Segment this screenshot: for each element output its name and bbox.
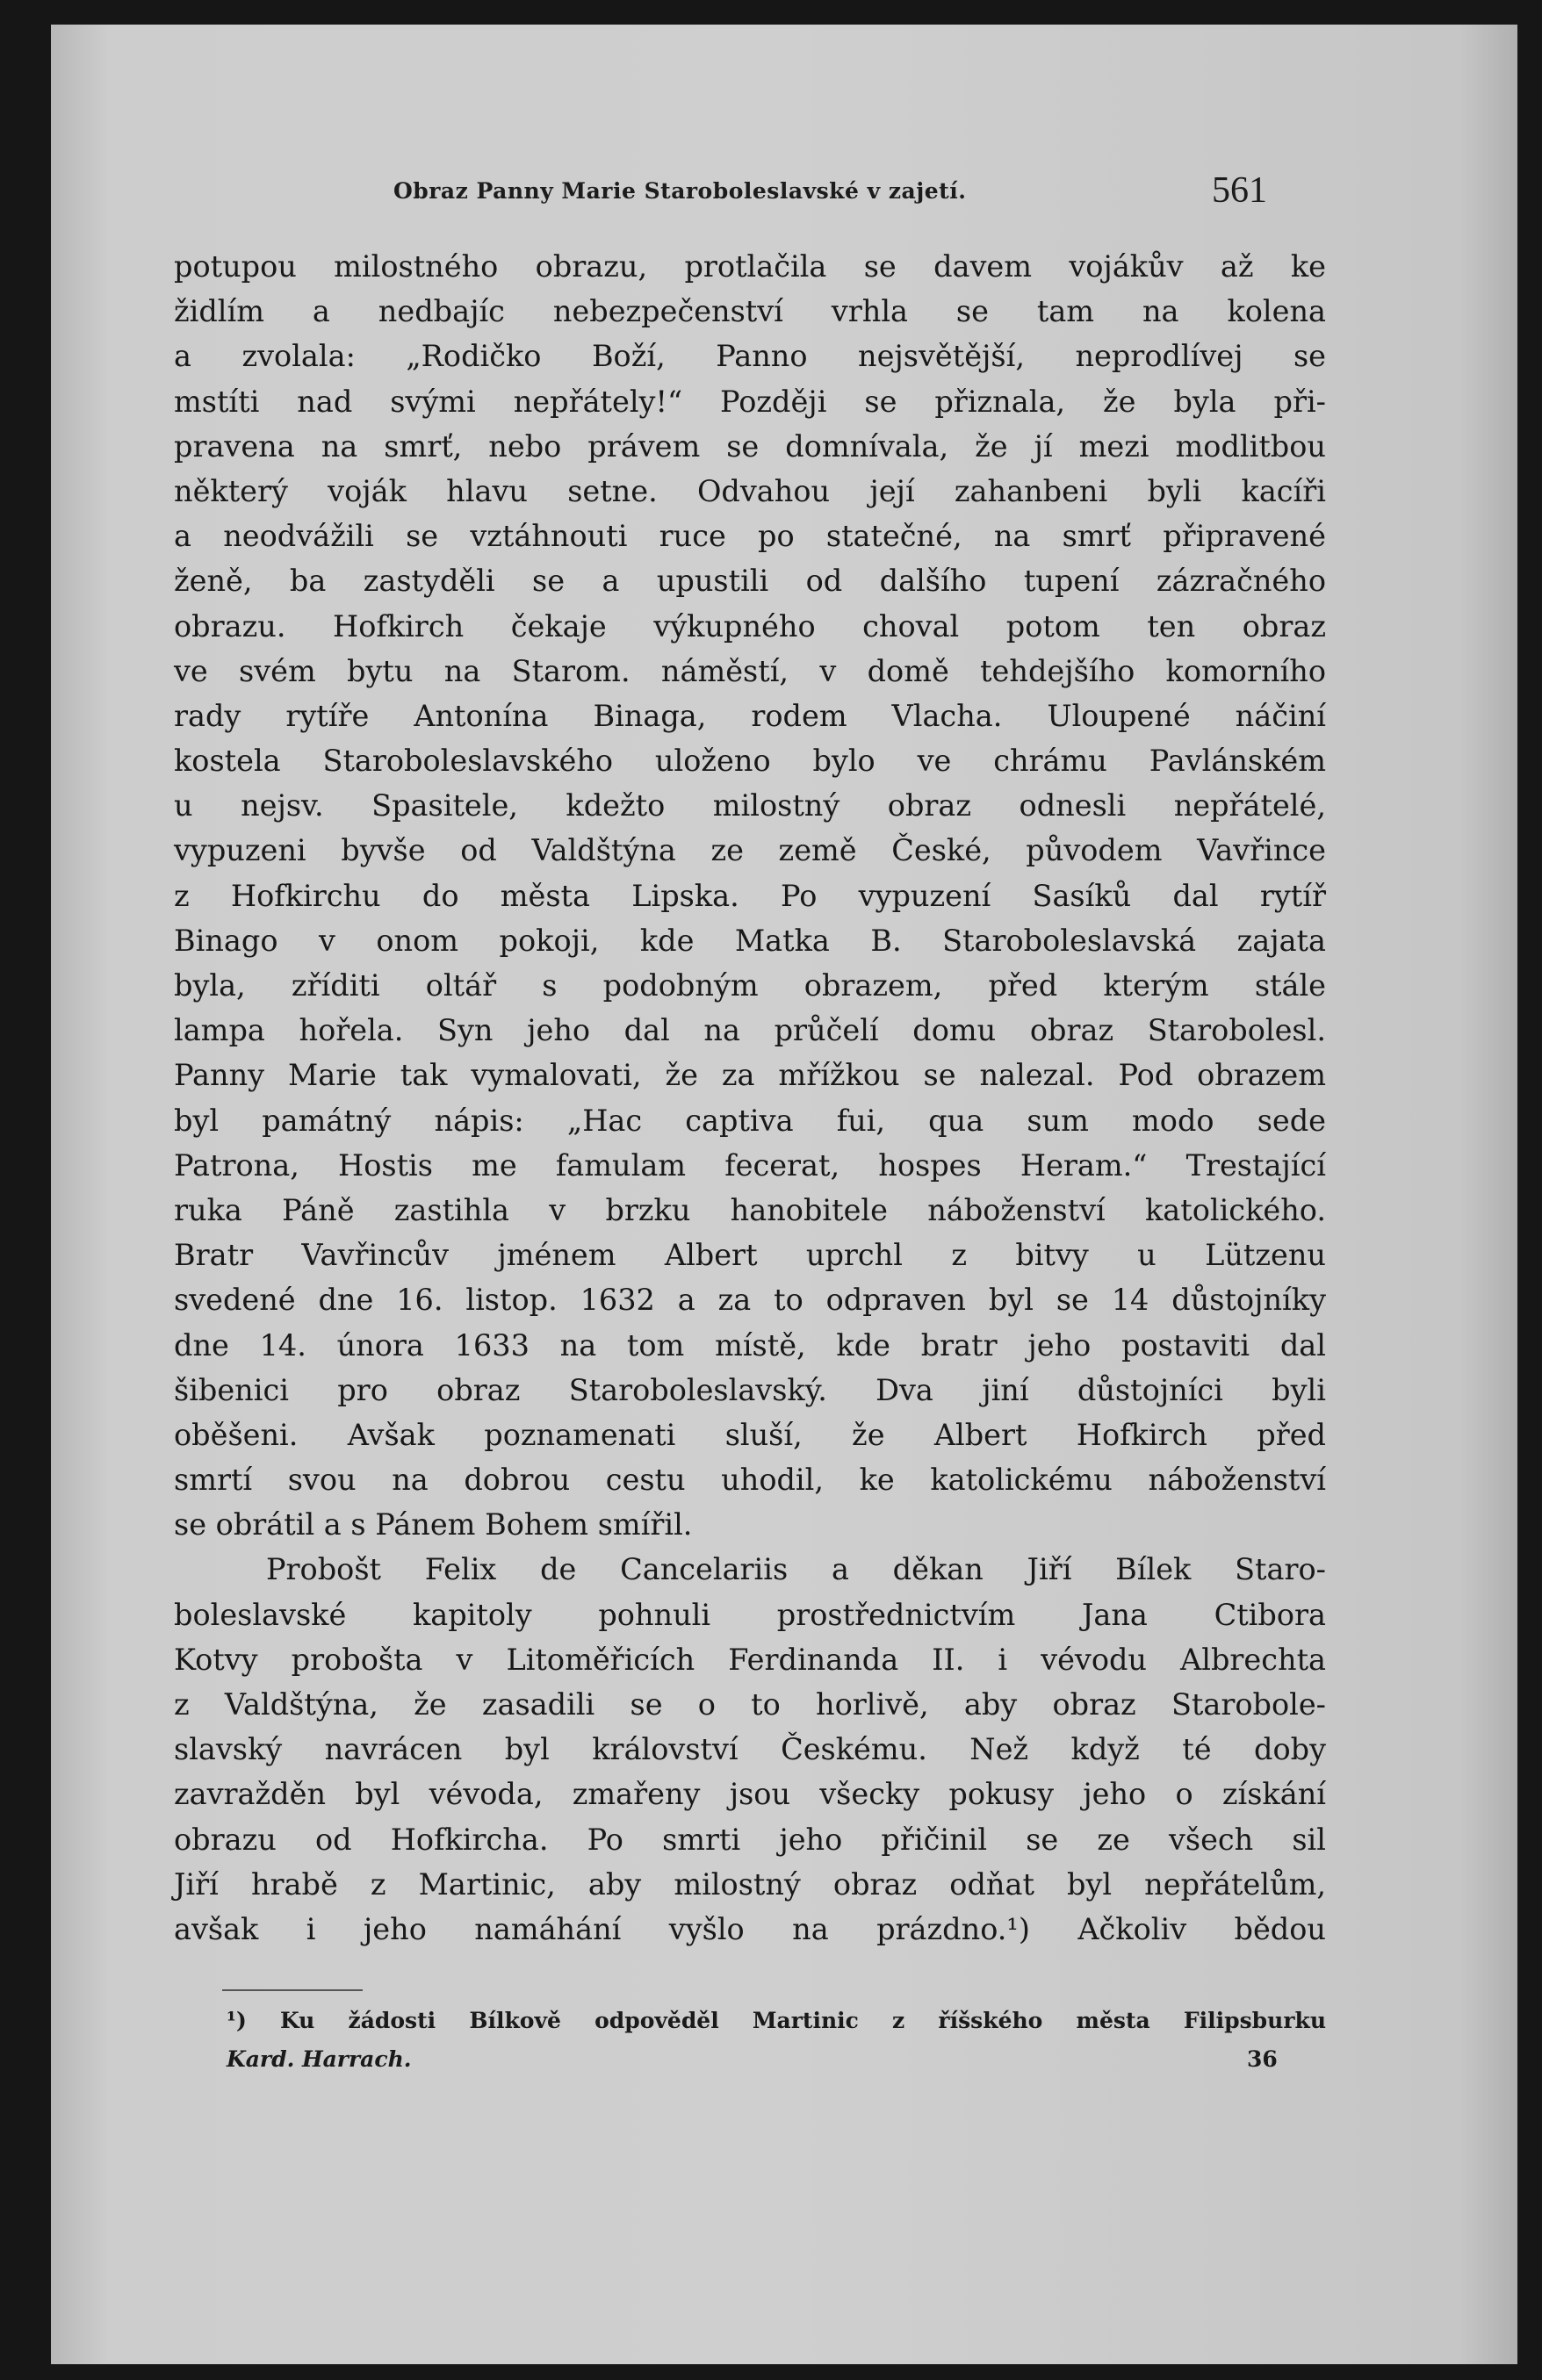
text-line: avšak i jeho namáhání vyšlo na prázdno.¹) Ačkoliv bědou bbox=[174, 1911, 1326, 1946]
text-line: oběšeni. Avšak poznamenati sluší, že Albert Hofkirch před bbox=[174, 1417, 1326, 1452]
footnote bbox=[174, 2002, 1326, 2079]
page-number: 561 bbox=[1212, 170, 1267, 211]
text-line: šibenici pro obraz Staroboleslavský. Dva jiní důstojníci byli bbox=[174, 1372, 1326, 1407]
paragraph-end-line: se obrátil a s Pánem Bohem smířil. bbox=[174, 1507, 693, 1542]
text-line: ve svém bytu na Starom. náměstí, v domě tehdejšího komorního bbox=[174, 653, 1326, 688]
text-line: a neodvážili se vztáhnouti ruce po statečné, na smrť připravené bbox=[174, 519, 1326, 554]
text-line: smrtí svou na dobrou cestu uhodil, ke katolickému náboženství bbox=[174, 1463, 1326, 1498]
footnote-divider bbox=[222, 1989, 363, 1991]
text-line: boleslavské kapitoly pohnuli prostřednictvím Jana Ctibora bbox=[174, 1597, 1326, 1632]
text-line: ruka Páně zastihla v brzku hanobitele náboženství katolického. bbox=[174, 1192, 1326, 1227]
text-line: ženě, ba zastyděli se a upustili od dalšího tupení zázračného bbox=[174, 564, 1326, 599]
text-line: obrazu od Hofkircha. Po smrti jeho přičinil se ze všech sil bbox=[174, 1822, 1326, 1857]
text-line: některý voják hlavu setne. Odvahou její zahanbeni byli kacíři bbox=[174, 473, 1326, 508]
text-line: Panny Marie tak vymalovati, že za mřížkou se nalezal. Pod obrazem bbox=[174, 1058, 1326, 1093]
text-line: Binago v onom pokoji, kde Matka B. Staroboleslavská zajata bbox=[174, 923, 1326, 958]
text-line: z Valdštýna, že zasadili se o to horlivě, aby obraz Starobole- bbox=[174, 1687, 1326, 1722]
text-line: obrazu. Hofkirch čekaje výkupného choval potom ten obraz bbox=[174, 608, 1326, 644]
text-line: vypuzeni byvše od Valdštýna ze země České, původem Vavřince bbox=[174, 833, 1326, 868]
text-line: pravena na smrť, nebo právem se domnívala, že jí mezi modlitbou bbox=[174, 428, 1326, 464]
text-line: rady rytíře Antonína Binaga, rodem Vlacha. Uloupené náčiní bbox=[174, 698, 1326, 733]
footnote-continuation bbox=[174, 2040, 1326, 2079]
paragraph-start-line: Probošt Felix de Cancelariis a děkan Jiří Bílek Staro- bbox=[266, 1552, 1326, 1587]
text-line: potupou milostného obrazu, protlačila se davem vojákův až ke bbox=[174, 249, 1326, 284]
text-line: kostela Staroboleslavského uloženo bylo ve chrámu Pavlánském bbox=[174, 744, 1326, 779]
text-line: mstíti nad svými nepřátely!“ Později se přiznala, že byla při- bbox=[174, 384, 1326, 419]
footnote-author: Kard. Harrach. bbox=[227, 2046, 412, 2072]
running-title: Obraz Panny Marie Staroboleslavské v zajetí. bbox=[393, 178, 967, 204]
text-line: svedené dne 16. listop. 1632 a za to odpraven byl se 14 důstojníky bbox=[174, 1283, 1326, 1318]
text-line: slavský navrácen byl království Českému. Než když té doby bbox=[174, 1732, 1326, 1767]
text-line: byla, zříditi oltář s podobným obrazem, před kterým stále bbox=[174, 968, 1326, 1003]
body-text bbox=[174, 244, 1326, 1952]
text-line: a zvolala: „Rodičko Boží, Panno nejsvětější, neprodlívej se bbox=[174, 339, 1326, 374]
text-line: lampa hořela. Syn jeho dal na průčelí domu obraz Starobolesl. bbox=[174, 1013, 1326, 1048]
text-line: Patrona, Hostis me famulam fecerat, hospes Heram.“ Trestající bbox=[174, 1147, 1326, 1183]
printer-signature-mark: 36 bbox=[1247, 2046, 1278, 2072]
text-line: Bratr Vavřincův jménem Albert uprchl z bitvy u Lützenu bbox=[174, 1238, 1326, 1273]
text-line: u nejsv. Spasitele, kdežto milostný obraz odnesli nepřátelé, bbox=[174, 788, 1326, 823]
running-header bbox=[51, 169, 1517, 231]
text-line: dne 14. února 1633 na tom místě, kde bratr jeho postaviti dal bbox=[174, 1327, 1326, 1363]
book-page bbox=[51, 25, 1517, 2364]
footnote-text: ¹) Ku žádosti Bílkově odpověděl Martinic z říšského města Filipsburku bbox=[227, 2008, 1326, 2033]
text-line: Kotvy probošta v Litoměřicích Ferdinanda II. i vévodu Albrechta bbox=[174, 1642, 1326, 1677]
text-line: z Hofkirchu do města Lipska. Po vypuzení Sasíků dal rytíř bbox=[174, 878, 1326, 913]
text-line: židlím a nedbajíc nebezpečenství vrhla se tam na kolena bbox=[174, 294, 1326, 329]
text-line: zavražděn byl vévoda, zmařeny jsou všecky pokusy jeho o získání bbox=[174, 1777, 1326, 1812]
text-line: Jiří hrabě z Martinic, aby milostný obraz odňat byl nepřátelům, bbox=[174, 1866, 1326, 1902]
text-line: byl památný nápis: „Hac captiva fui, qua sum modo sede bbox=[174, 1103, 1326, 1138]
